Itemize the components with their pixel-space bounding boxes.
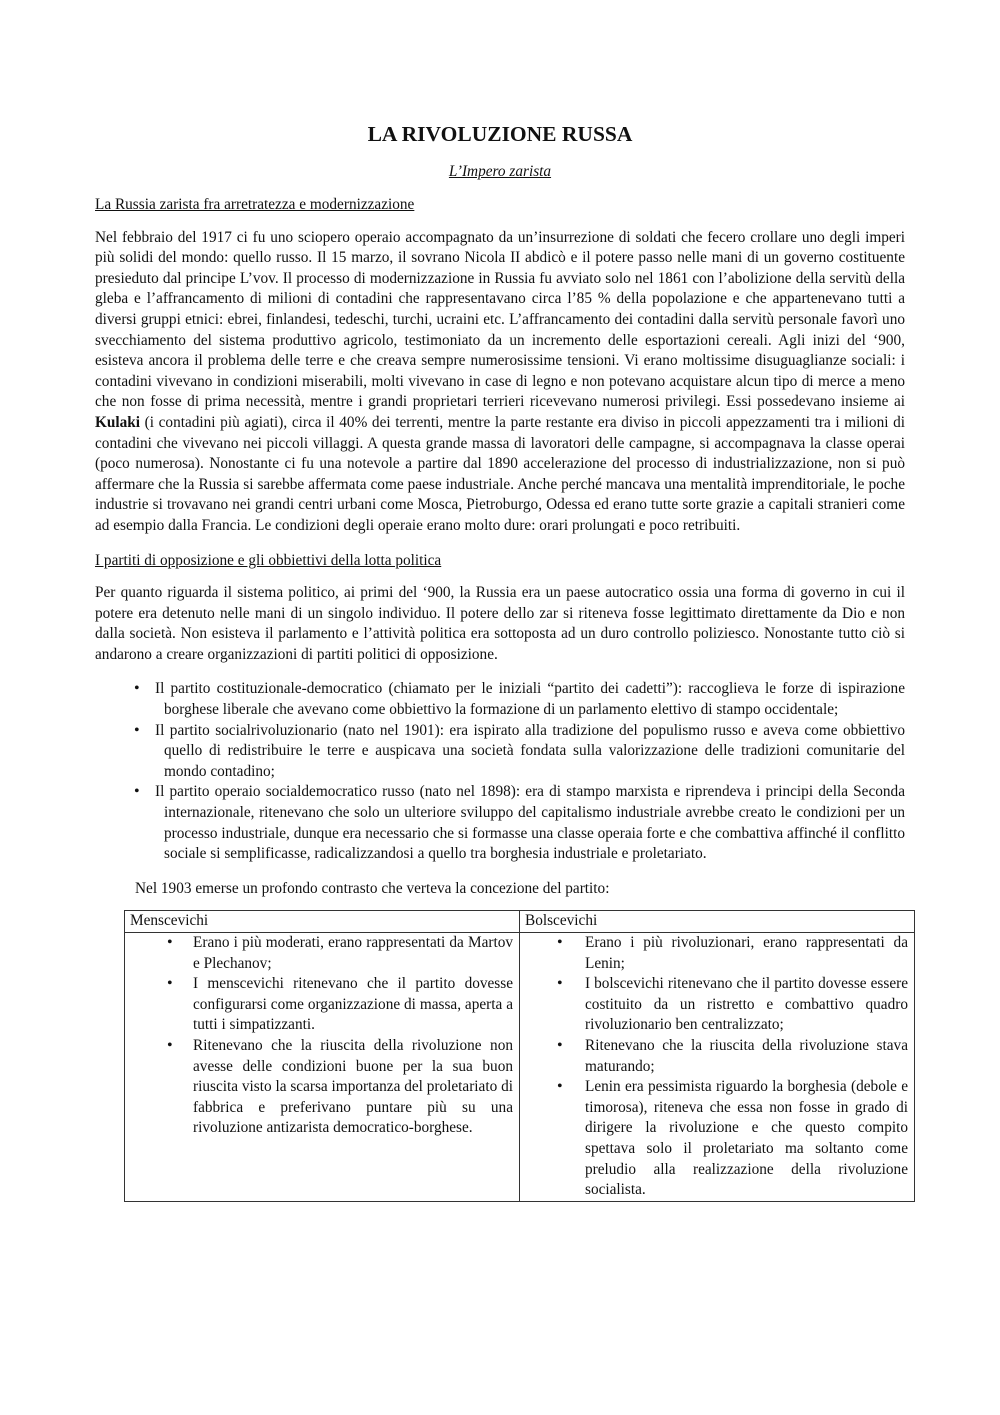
list-item: • I bolscevichi ritenevano che il partito dovesse essere costituito da un ristretto e combattivo quadro rivoluzionario ben centralizzato; [525,974,908,1036]
bolscevichi-list [525,933,908,1201]
paragraph-text: Nel febbraio del 1917 ci fu uno sciopero operaio accompagnato da un’insurrezione di soldati che fecero crollare uno degli imperi più solidi del mondo: quello russo. Il 15 marzo, il sovrano Nicola II abdicò e il potere passo nelle mani di un governo costituente presieduto dal principe L’vov. Il processo di modernizzazione in Russia fu avviato solo nel 1861 con l’abolizione della servitù della gleba e l’affrancamento di milioni di contadini che rappresentavano circa l’85 % della popolazione e che appartenevano tutti a diversi gruppi etnici: ebrei, finlandesi, tedeschi, turchi, ucraini etc. L’affrancamento dei contadini dalla servitù personale favorì uno svecchiamento del sistema produttivo agricolo, testimoniato da un incremento delle esportazioni cereali. Agli inizi del ‘900, esisteva ancora il problema delle terre e che creava sempre numerosissime tensioni. Vi erano moltissime disuguaglianze sociali: i contadini vivevano in condizioni miserabili, molti vivevano in case di legno e non potevano acquistare alcun tipo di merce a meno che non fosse di prima necessità, mentre i grandi proprietari terrieri ricevevano numerosi privilegi. Essi possedevano insieme ai [95,228,905,411]
section-heading-russia-zarista: La Russia zarista fra arretratezza e modernizzazione [95,196,415,213]
list-item: • Erano i più rivoluzionari, erano rappresentati da Lenin; [525,933,908,974]
paragraph-text: (i contadini più agiati), circa il 40% dei terrenti, mentre la parte restante era diviso in piccoli appezzamenti tra i milioni di contadini che vivevano nei piccoli villaggi. A questa grande massa di lavoratori delle campagne, si accompagnava la classe operai (poco numerosa). Nonostante ci fu una notevole a partire dal 1890 accelerazione del processo di industrializzazione, non si può affermare che la Russia si sarebbe affermata come paese industriale. Anche perché mancava una mentalità imprenditoriale, le poche industrie si trovavano nei grandi centri urbani come Mosca, Pietroburgo, Odessa ed erano tutte sorte grazie a capitali stranieri come ad esempio dalla Francia. Le condizioni degli operaie erano molto dure: orari prolungati e poco retribuiti. [95,413,905,534]
list-item: • Erano i più moderati, erano rappresentati da Martov e Plechanov; [130,933,513,974]
paragraph-contrasto: Nel 1903 emerse un profondo contrasto che verteva la concezione del partito: [135,879,610,897]
list-item: • Lenin era pessimista riguardo la borghesia (debole e timorosa), riteneva che essa non fosse in grado di dirigere la rivoluzione e che questo compito spettava solo il proletariato ma soltanto come preludio alla realizzazione della rivoluzione socialista. [525,1077,908,1201]
document-body [95,195,908,1202]
table-cell-bolscevichi [520,933,915,1202]
keyword-kulaki: Kulaki [95,413,141,431]
list-item: • Ritenevano che la riuscita della rivoluzione stava maturando; [525,1036,908,1077]
list-item: • Ritenevano che la riuscita della rivoluzione non avesse delle condizioni buone per la sua buon riuscita visto la scarsa importanza del proletariato di fabbrica e preferivano puntare più su una rivoluzione antizarista democratico-borghese. [130,1036,513,1139]
page-title: LA RIVOLUZIONE RUSSA [367,122,633,146]
section-heading-partiti: I partiti di opposizione e gli obbiettivi della lotta politica [95,551,442,569]
paragraph-sistema-politico: Per quanto riguarda il sistema politico, ai primi del ‘900, la Russia era un paese autocratico ossia una forma di governo in cui il potere era detenuto nelle mani di un singolo individuo. Il potere dello zar si riteneva fosse legittimato direttamente da Dio e non dalla società. Non esisteva il parlamento e l’attività politica era sottoposta ad un duro controllo poliziesco. Nonostante tutto ciò si andarono a creare organizzazioni di partiti politici di opposizione. [95,584,905,663]
page-subtitle: L’Impero zarista [448,163,552,180]
table-row [125,933,915,1202]
parties-list [95,679,905,864]
table-header-row [125,911,915,933]
menscevichi-list [130,933,513,1139]
comparison-table [124,910,915,1201]
table-header-menscevichi: Menscevichi [125,911,520,933]
table-cell-menscevichi [125,933,520,1202]
list-item: • I menscevichi ritenevano che il partito dovesse configurarsi come organizzazione di massa, aperta a tutti i simpatizzanti. [130,974,513,1036]
paragraph-russia-zarista [95,228,905,537]
list-item: • Il partito socialrivoluzionario (nato nel 1901): era ispirato alla tradizione del populismo russo e aveva come obbiettivo quello di redistribuire le terre e auspicava una società fondata sulla valorizzazione delle tradizioni comunitarie del mondo contadino; [95,721,905,783]
list-item: • Il partito costituzionale-democratico (chiamato per le iniziali “partito dei cadetti”): raccoglieva le forze di ispirazione borghese liberale che avevano come obbiettivo la formazione di un parlamento elettivo di stampo occidentale; [95,679,905,720]
table-header-bolscevichi: Bolscevichi [520,911,915,933]
list-item: • Il partito operaio socialdemocratico russo (nato nel 1898): era di stampo marxista e riprendeva i principi della Seconda internazionale, ritenevano che solo un ulteriore sviluppo del capitalismo industriale avrebbe creato le condizioni per un processo industriale, dunque era necessario che si formasse una classe operaia forte e che combattiva affinché il conflitto sociale si semplificasse, radicalizzandosi a quello tra borghesia industriale e proletariato. [95,782,905,864]
